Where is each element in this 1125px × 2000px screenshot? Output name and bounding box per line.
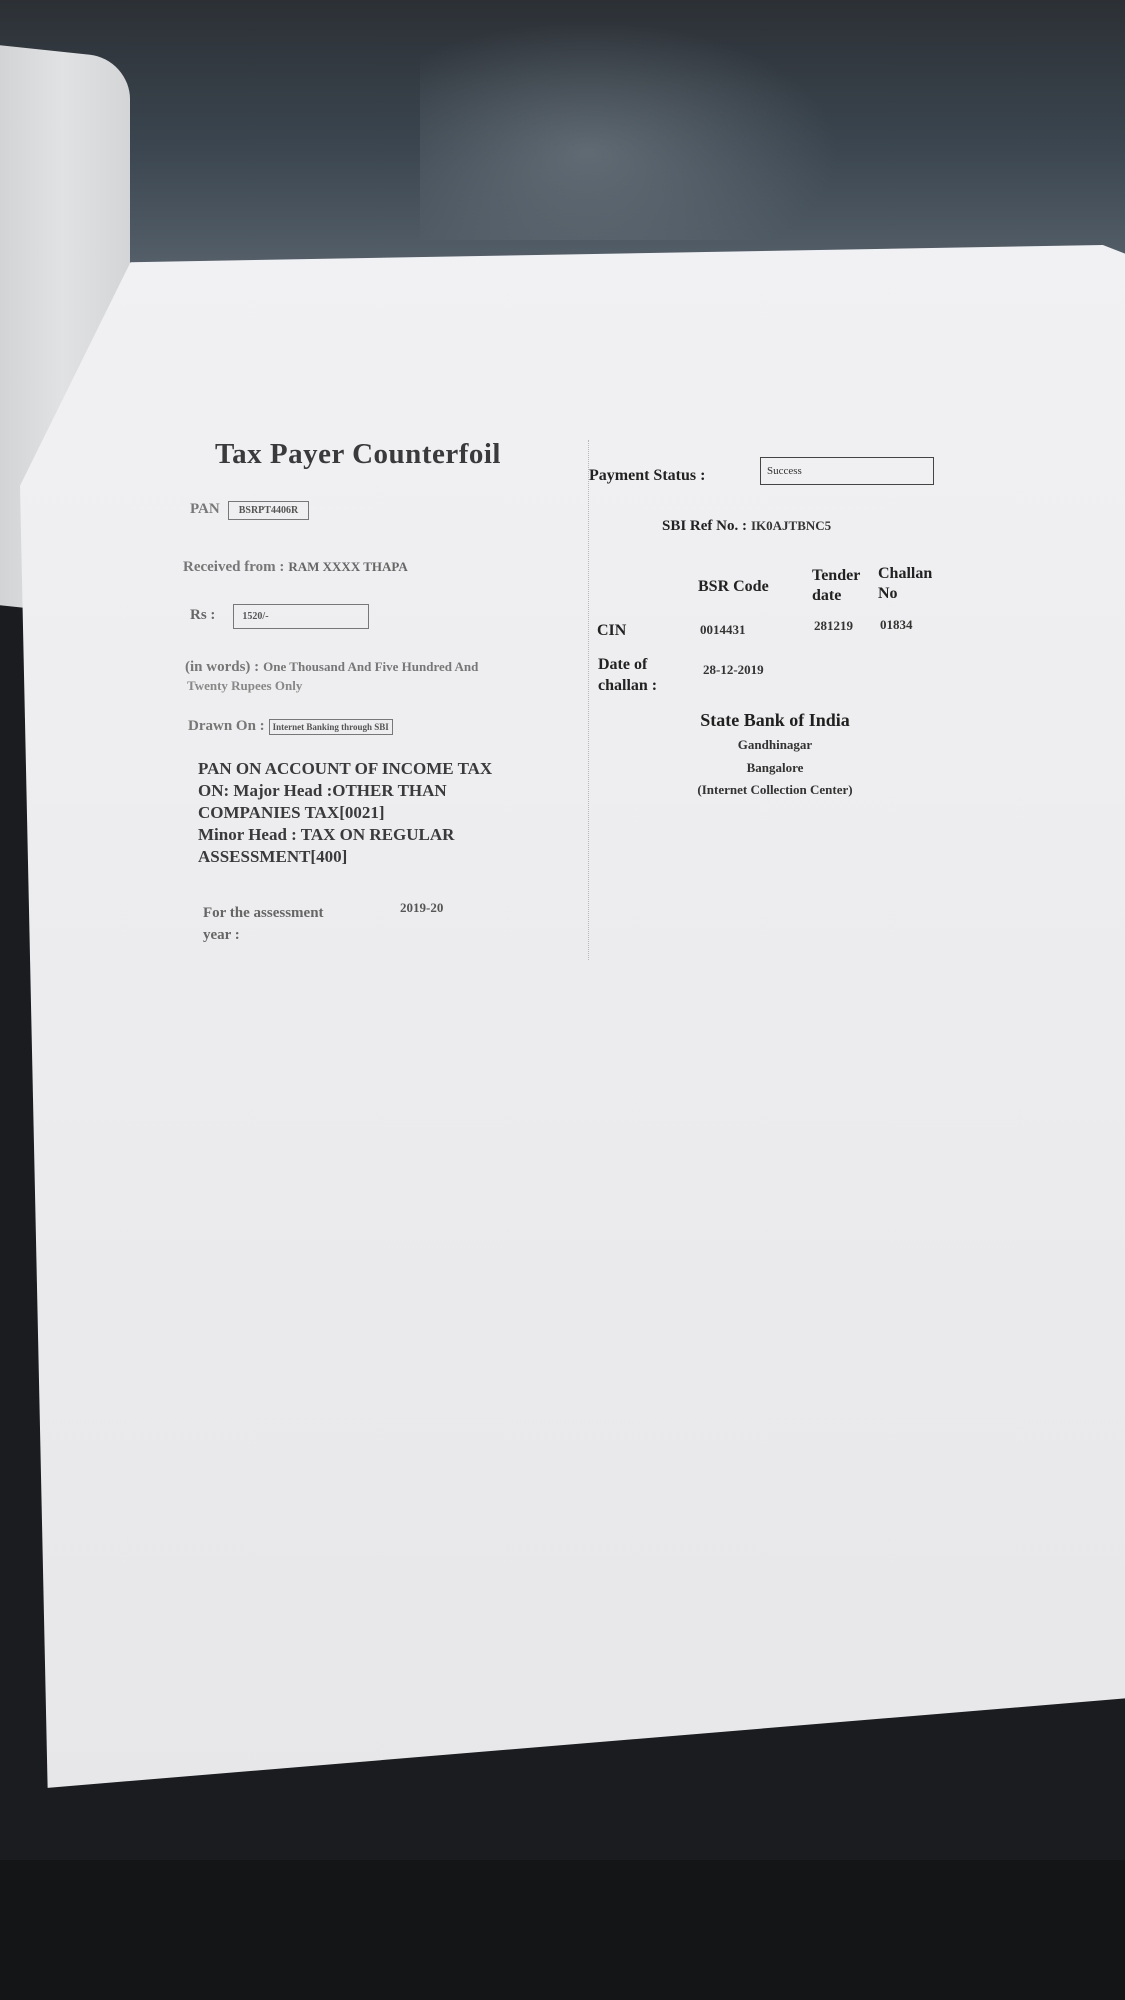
page-title: Tax Payer Counterfoil bbox=[215, 438, 501, 470]
cin-label: CIN bbox=[597, 622, 627, 639]
sbi-ref-value: IK0AJTBNC5 bbox=[751, 518, 832, 533]
challan-no-header bbox=[878, 564, 932, 604]
bank-name: State Bank of India bbox=[700, 710, 850, 730]
amount-row bbox=[190, 604, 369, 629]
tender-header-line2: date bbox=[812, 587, 842, 604]
date-label-line2: challan : bbox=[598, 677, 658, 694]
branch-line-3: (Internet Collection Center) bbox=[697, 782, 853, 797]
account-line-1: PAN ON ACCOUNT OF INCOME TAX bbox=[198, 759, 493, 778]
pan-row bbox=[190, 500, 309, 520]
pan-label: PAN bbox=[190, 501, 220, 517]
rs-value: 1520/- bbox=[233, 604, 369, 629]
column-divider bbox=[588, 440, 589, 960]
account-line-3: COMPANIES TAX[0021] bbox=[198, 803, 385, 822]
drawn-row bbox=[188, 717, 393, 735]
challan-header-line2: No bbox=[878, 585, 898, 602]
sbi-ref-row bbox=[662, 517, 831, 535]
tender-date-header bbox=[812, 566, 860, 606]
received-label: Received from : bbox=[183, 559, 285, 575]
date-of-challan-label bbox=[598, 654, 657, 696]
received-value: RAM XXXX THAPA bbox=[288, 559, 408, 574]
branch-line-2: Bangalore bbox=[746, 760, 804, 775]
sbi-ref-label: SBI Ref No. : bbox=[662, 518, 747, 534]
assessment-label bbox=[203, 902, 324, 946]
drawn-value: Internet Banking through SBI bbox=[269, 719, 393, 735]
pan-value: BSRPT4406R bbox=[228, 501, 309, 520]
drawn-label: Drawn On : bbox=[188, 718, 265, 734]
bank-block bbox=[640, 710, 910, 798]
assessment-value: 2019-20 bbox=[400, 900, 444, 915]
payment-status-box bbox=[760, 457, 934, 485]
date-of-challan-value: 28-12-2019 bbox=[703, 662, 764, 677]
account-line-5: ASSESSMENT[400] bbox=[198, 847, 348, 866]
challan-header-line1: Challan bbox=[878, 565, 933, 582]
challan-no-value: 01834 bbox=[880, 617, 913, 632]
account-line-4: Minor Head : TAX ON REGULAR bbox=[198, 825, 455, 844]
words-row bbox=[185, 658, 478, 676]
assessment-label-line2: year : bbox=[203, 927, 240, 943]
words-label: (in words) : bbox=[185, 659, 260, 675]
tender-date-value: 281219 bbox=[814, 618, 853, 633]
bsr-code-header: BSR Code bbox=[698, 578, 769, 595]
account-details bbox=[198, 758, 578, 868]
received-row bbox=[183, 558, 408, 576]
rs-label: Rs : bbox=[190, 607, 216, 623]
branch-line-1: Gandhinagar bbox=[737, 737, 813, 752]
assessment-label-line1: For the assessment bbox=[203, 905, 324, 921]
words-value-line1: One Thousand And Five Hundred And bbox=[263, 659, 479, 674]
account-line-2: ON: Major Head :OTHER THAN bbox=[198, 781, 447, 800]
words-value-line2: Twenty Rupees Only bbox=[187, 678, 303, 693]
payment-status-label: Payment Status : bbox=[589, 467, 706, 484]
bsr-code-value: 0014431 bbox=[700, 622, 746, 637]
payment-status-value: Success bbox=[767, 465, 802, 477]
tender-header-line1: Tender bbox=[812, 567, 861, 584]
date-label-line1: Date of bbox=[598, 656, 648, 673]
